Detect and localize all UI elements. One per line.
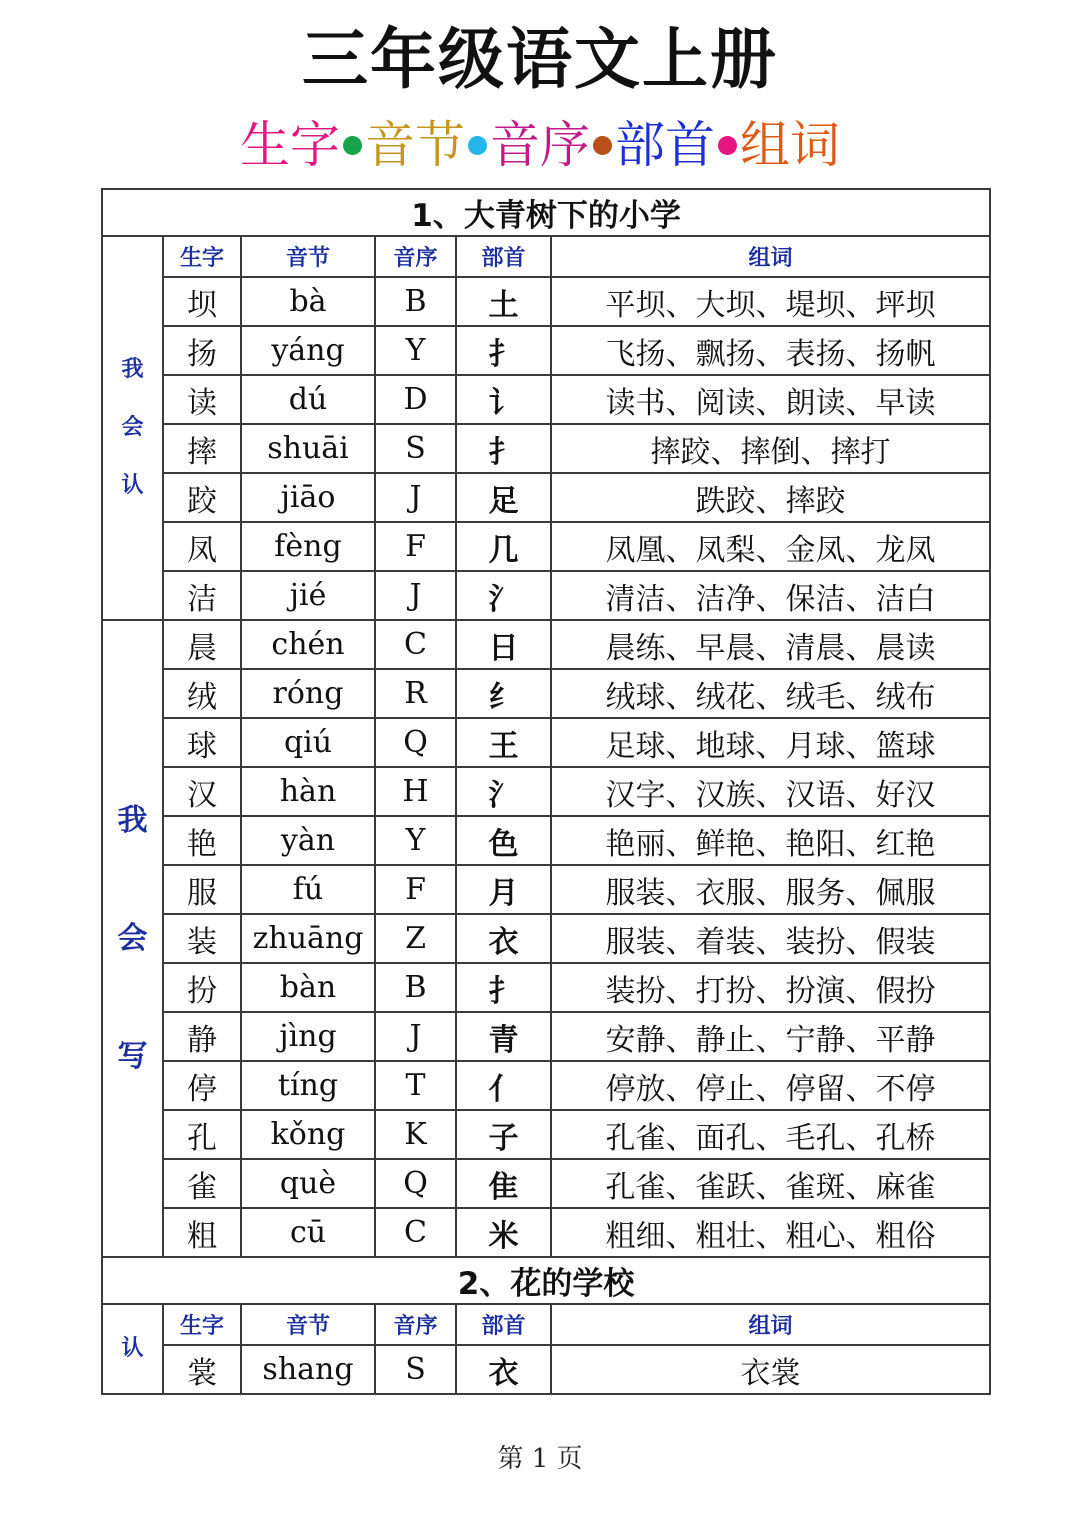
phrases-cell: 安静、静止、宁静、平静 [551, 1012, 990, 1061]
phrases-cell: 孔雀、雀跃、雀斑、麻雀 [551, 1159, 990, 1208]
legend-dot-icon [343, 136, 362, 155]
radical-cell: 几 [456, 522, 551, 571]
table-row [102, 277, 990, 326]
group-label-char: 我 [121, 357, 144, 382]
radical-cell: 亻 [456, 1061, 551, 1110]
hanzi-cell: 扮 [163, 963, 241, 1012]
order-cell: F [375, 522, 456, 571]
header-radical: 部首 [456, 236, 551, 277]
pinyin-cell: shang [241, 1345, 375, 1394]
group-label-char: 会 [121, 415, 144, 440]
radical-cell: 氵 [456, 571, 551, 620]
phrases-cell: 服装、衣服、服务、佩服 [551, 865, 990, 914]
table-row [102, 1061, 990, 1110]
table-row [102, 816, 990, 865]
header-hanzi: 生字 [163, 1304, 241, 1345]
order-cell: T [375, 1061, 456, 1110]
hanzi-cell: 艳 [163, 816, 241, 865]
pinyin-cell: hàn [241, 767, 375, 816]
hanzi-cell: 摔 [163, 424, 241, 473]
phrases-cell: 装扮、打扮、扮演、假扮 [551, 963, 990, 1012]
pinyin-cell: bà [241, 277, 375, 326]
pinyin-cell: què [241, 1159, 375, 1208]
pinyin-cell: qiú [241, 718, 375, 767]
table-row [102, 767, 990, 816]
header-pinyin: 音节 [241, 1304, 375, 1345]
phrases-cell: 读书、阅读、朗读、早读 [551, 375, 990, 424]
group-label-char: 写 [117, 1038, 148, 1074]
hanzi-cell: 洁 [163, 571, 241, 620]
page-title: 三年级语文上册 [302, 21, 778, 98]
phrases-cell: 清洁、洁净、保洁、洁白 [551, 571, 990, 620]
hanzi-cell: 裳 [163, 1345, 241, 1394]
order-cell: Q [375, 1159, 456, 1208]
legend-phrases: 组词 [740, 116, 840, 174]
pinyin-cell: chén [241, 620, 375, 669]
pinyin-cell: jìng [241, 1012, 375, 1061]
hanzi-cell: 孔 [163, 1110, 241, 1159]
lesson-title: 1、大青树下的小学 [102, 189, 990, 236]
legend-radical: 部首 [615, 116, 715, 174]
lesson-title-row [102, 1257, 990, 1304]
phrases-cell: 平坝、大坝、堤坝、坪坝 [551, 277, 990, 326]
table-row [102, 424, 990, 473]
table-row [102, 865, 990, 914]
phrases-cell: 汉字、汉族、汉语、好汉 [551, 767, 990, 816]
group-label-char: 认 [121, 1336, 144, 1361]
table-row [102, 1345, 990, 1394]
legend-hanzi: 生字 [240, 116, 340, 174]
pinyin-cell: kǒng [241, 1110, 375, 1159]
phrases-cell: 服装、着装、装扮、假装 [551, 914, 990, 963]
column-header-row [102, 236, 990, 277]
header-radical: 部首 [456, 1304, 551, 1345]
radical-cell: 扌 [456, 963, 551, 1012]
table-row [102, 1159, 990, 1208]
hanzi-cell: 粗 [163, 1208, 241, 1257]
hanzi-cell: 扬 [163, 326, 241, 375]
table-row [102, 1012, 990, 1061]
table-row [102, 914, 990, 963]
hanzi-cell: 晨 [163, 620, 241, 669]
phrases-cell: 飞扬、飘扬、表扬、扬帆 [551, 326, 990, 375]
table-row [102, 375, 990, 424]
pinyin-cell: jié [241, 571, 375, 620]
table-row [102, 522, 990, 571]
phrases-cell: 孔雀、面孔、毛孔、孔桥 [551, 1110, 990, 1159]
order-cell: B [375, 277, 456, 326]
hanzi-cell: 雀 [163, 1159, 241, 1208]
table-row [102, 669, 990, 718]
table-row [102, 620, 990, 669]
hanzi-cell: 装 [163, 914, 241, 963]
header-hanzi: 生字 [163, 236, 241, 277]
phrases-cell: 艳丽、鲜艳、艳阳、红艳 [551, 816, 990, 865]
pinyin-cell: jiāo [241, 473, 375, 522]
hanzi-cell: 跤 [163, 473, 241, 522]
phrases-cell: 晨练、早晨、清晨、晨读 [551, 620, 990, 669]
order-cell: C [375, 620, 456, 669]
header-order: 音序 [375, 1304, 456, 1345]
legend-order: 音序 [490, 116, 590, 174]
radical-cell: 扌 [456, 424, 551, 473]
pinyin-cell: fèng [241, 522, 375, 571]
group-label [102, 236, 163, 620]
order-cell: S [375, 424, 456, 473]
hanzi-cell: 球 [163, 718, 241, 767]
order-cell: B [375, 963, 456, 1012]
table-row [102, 1208, 990, 1257]
pinyin-cell: cū [241, 1208, 375, 1257]
phrases-cell: 停放、停止、停留、不停 [551, 1061, 990, 1110]
group-label [102, 620, 163, 1257]
group-label-char: 认 [121, 473, 144, 498]
radical-cell: 讠 [456, 375, 551, 424]
order-cell: J [375, 473, 456, 522]
radical-cell: 青 [456, 1012, 551, 1061]
order-cell: J [375, 571, 456, 620]
order-cell: S [375, 1345, 456, 1394]
phrases-cell: 跌跤、摔跤 [551, 473, 990, 522]
order-cell: Q [375, 718, 456, 767]
order-cell: F [375, 865, 456, 914]
order-cell: R [375, 669, 456, 718]
vocabulary-table [101, 188, 991, 1395]
radical-cell: 土 [456, 277, 551, 326]
phrases-cell: 足球、地球、月球、篮球 [551, 718, 990, 767]
table-row [102, 571, 990, 620]
pinyin-cell: fú [241, 865, 375, 914]
radical-cell: 足 [456, 473, 551, 522]
group-label-char: 会 [117, 920, 148, 956]
hanzi-cell: 汉 [163, 767, 241, 816]
pinyin-cell: yáng [241, 326, 375, 375]
column-header-row [102, 1304, 990, 1345]
header-phrases: 组词 [551, 236, 990, 277]
order-cell: K [375, 1110, 456, 1159]
table-row [102, 1110, 990, 1159]
table-row [102, 718, 990, 767]
header-order: 音序 [375, 236, 456, 277]
radical-cell: 纟 [456, 669, 551, 718]
phrases-cell: 凤凰、凤梨、金凤、龙凤 [551, 522, 990, 571]
radical-cell: 衣 [456, 1345, 551, 1394]
radical-cell: 隹 [456, 1159, 551, 1208]
table-row [102, 326, 990, 375]
header-phrases: 组词 [551, 1304, 990, 1345]
hanzi-cell: 静 [163, 1012, 241, 1061]
table-row [102, 963, 990, 1012]
hanzi-cell: 停 [163, 1061, 241, 1110]
phrases-cell: 粗细、粗壮、粗心、粗俗 [551, 1208, 990, 1257]
pinyin-cell: róng [241, 669, 375, 718]
pinyin-cell: tíng [241, 1061, 375, 1110]
legend-dot-icon [468, 136, 487, 155]
group-label [102, 1304, 163, 1394]
pinyin-cell: dú [241, 375, 375, 424]
phrases-cell: 衣裳 [551, 1345, 990, 1394]
pinyin-cell: bàn [241, 963, 375, 1012]
radical-cell: 衣 [456, 914, 551, 963]
header-pinyin: 音节 [241, 236, 375, 277]
radical-cell: 扌 [456, 326, 551, 375]
page-number: 第 1 页 [497, 1444, 583, 1474]
lesson-title-row [102, 189, 990, 236]
order-cell: H [375, 767, 456, 816]
order-cell: C [375, 1208, 456, 1257]
order-cell: D [375, 375, 456, 424]
phrases-cell: 绒球、绒花、绒毛、绒布 [551, 669, 990, 718]
pinyin-cell: yàn [241, 816, 375, 865]
legend-pinyin: 音节 [365, 116, 465, 174]
radical-cell: 色 [456, 816, 551, 865]
group-label-char: 我 [117, 802, 148, 838]
subtitle-legend [0, 112, 1080, 178]
hanzi-cell: 坝 [163, 277, 241, 326]
radical-cell: 月 [456, 865, 551, 914]
lesson-title: 2、花的学校 [102, 1257, 990, 1304]
pinyin-cell: zhuāng [241, 914, 375, 963]
order-cell: Z [375, 914, 456, 963]
order-cell: J [375, 1012, 456, 1061]
legend-dot-icon [718, 136, 737, 155]
legend-dot-icon [593, 136, 612, 155]
order-cell: Y [375, 816, 456, 865]
radical-cell: 王 [456, 718, 551, 767]
radical-cell: 子 [456, 1110, 551, 1159]
hanzi-cell: 读 [163, 375, 241, 424]
phrases-cell: 摔跤、摔倒、摔打 [551, 424, 990, 473]
hanzi-cell: 凤 [163, 522, 241, 571]
radical-cell: 米 [456, 1208, 551, 1257]
hanzi-cell: 服 [163, 865, 241, 914]
radical-cell: 氵 [456, 767, 551, 816]
radical-cell: 日 [456, 620, 551, 669]
pinyin-cell: shuāi [241, 424, 375, 473]
order-cell: Y [375, 326, 456, 375]
hanzi-cell: 绒 [163, 669, 241, 718]
table-row [102, 473, 990, 522]
